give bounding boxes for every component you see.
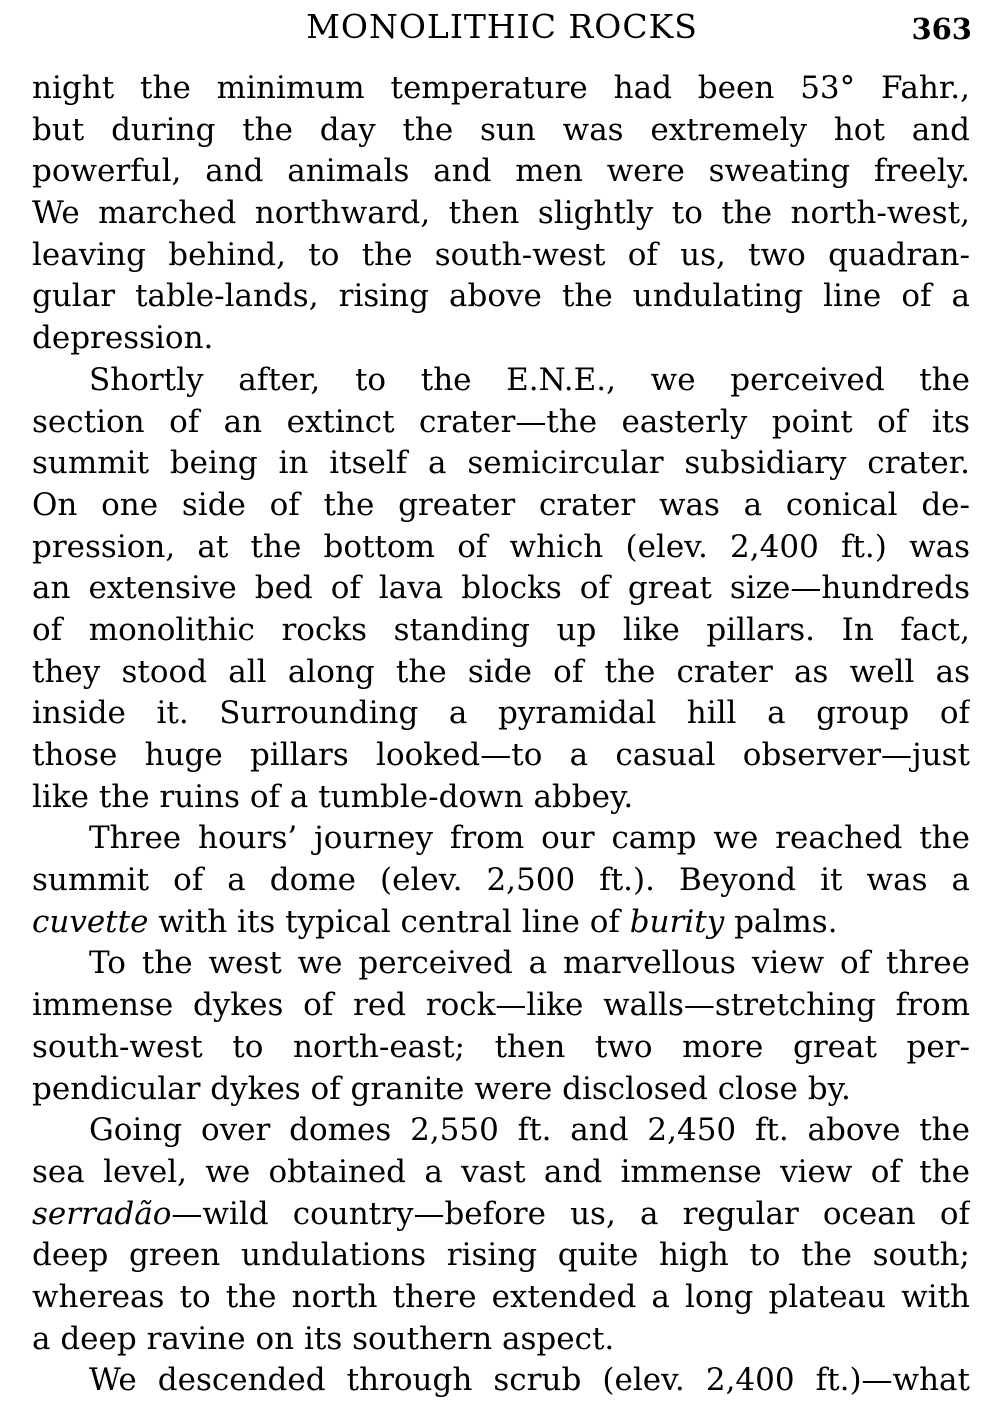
text-line: leaving behind, to the south-west of us, two quadran- [32,236,970,273]
text-fragment: palms. [724,903,838,940]
text-line: On one side of the greater crater was a conical de- [32,486,970,523]
text-line: summit of a dome (elev. 2,500 ft.). Beyond it was a [32,862,970,899]
page-number: 363 [911,12,972,46]
text-line: To the west we perceived a marvellous view of three [89,945,970,982]
text-line: immense dykes of red rock—like walls—stretching from [32,987,970,1024]
text-line: We descended through scrub (elev. 2,400 ft.)—what [89,1362,970,1399]
text-line: Shortly after, to the E.N.E., we perceived the [89,361,970,398]
text-line: night the minimum temperature had been 53° Fahr., [32,70,970,106]
body-text [32,68,970,1402]
text-line: they stood all along the side of the crater as well as [32,653,970,690]
text-line: depression. [32,320,214,357]
running-head [32,4,972,50]
text-line: summit being in itself a semicircular subsidiary crater. [32,445,970,482]
text-line: pendicular dykes of granite were disclosed close by. [32,1070,851,1107]
text-line: of monolithic rocks standing up like pillars. In fact, [32,611,970,648]
italic-term-serradao: serradão [32,1195,172,1232]
chapter-title: MONOLITHIC ROCKS [306,7,698,46]
text-line: a deep ravine on its southern aspect. [32,1320,615,1357]
text-line: those huge pillars looked—to a casual observer—just [32,737,970,773]
text-line: deep green undulations rising quite high to the south; [32,1237,970,1274]
text-line: gular table-lands, rising above the undulating line of a [32,278,970,315]
text-line [32,1194,970,1236]
text-line: inside it. Surrounding a pyramidal hill a group of [32,695,970,732]
text-fragment: with its typical central line of [148,903,630,940]
text-line: We marched northward, then slightly to the north-west, [32,195,970,232]
italic-term-cuvette: cuvette [32,903,149,940]
text-line: whereas to the north there extended a long plateau with [32,1278,970,1315]
text-line: Three hours’ journey from our camp we reached the [89,820,970,857]
text-line: an extensive bed of lava blocks of great size—hundreds [32,570,970,607]
text-line [32,902,970,944]
text-line: powerful, and animals and men were sweating freely. [32,153,970,190]
text-line: but during the day the sun was extremely hot and [32,111,970,148]
text-line: Going over domes 2,550 ft. and 2,450 ft. above the [89,1112,970,1149]
italic-term-burity: burity [629,903,725,940]
text-fragment: —wild country—before us, a regular ocean of [171,1195,970,1232]
text-line: pression, at the bottom of which (elev. 2,400 ft.) was [32,528,970,565]
text-line: section of an extinct crater—the easterly point of its [32,403,970,440]
text-line: sea level, we obtained a vast and immense view of the [32,1153,970,1190]
text-line: south-west to north-east; then two more great per- [32,1028,970,1065]
text-line: like the ruins of a tumble-down abbey. [32,778,634,815]
